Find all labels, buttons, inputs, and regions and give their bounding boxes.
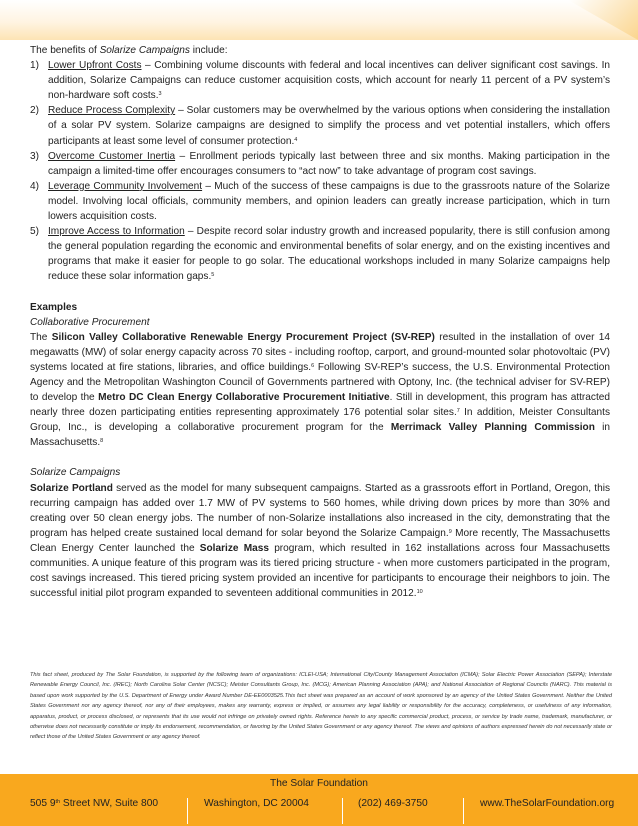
examples-heading: Examples [30, 301, 78, 313]
footnote-ref: 7 [456, 408, 460, 415]
collab-subheading: Collaborative Procurement [30, 316, 150, 328]
solarize-subheading: Solarize Campaigns [30, 467, 121, 479]
list-item: 4) Leverage Community Involvement – Much of the success of these campaigns is due to the grassroots nature of the Solarize model. Involving local officials, community members, and opinion leaders can greatly increase participation, which in turn lowers acquisition costs. [30, 180, 610, 223]
footer-org-name: The Solar Foundation [270, 778, 368, 789]
benefits-list [30, 58, 610, 284]
footnote-ref: 5 [211, 272, 215, 279]
fact-sheet-body [30, 43, 610, 601]
benefit-title: Leverage Community Involvement [48, 180, 203, 192]
spacer [30, 285, 610, 300]
header-gradient-band [0, 0, 638, 40]
footer-city: Washington, DC 20004 [204, 798, 309, 809]
benefit-title: Lower Upfront Costs [48, 60, 142, 72]
footer-phone: (202) 469-3750 [358, 798, 428, 809]
footer-divider [187, 798, 188, 824]
footnote-ref: 6 [311, 362, 315, 369]
collab-paragraph: The Silicon Valley Collaborative Renewable Energy Procurement Project (SV-REP) resulted in the installation of over 14 megawatts (MW) of solar energy capacity across 70 sites - including rooftop, carport, and ground-mounted solar photovoltaic (PV) systems located at fire stations, libraries, and office buildings.$^6$ Following SV-REP’s success, the U.S. Environmental Protection Agency and the Metropolitan Washington Council of Governments partnered with Optony, Inc. (the technical adviser for SV-REP) to develop the Metro DC Clean Energy Collaborative Procurement Initiative. Still in development, this program has attracted nearly three dozen participating entities representing approximately 176 potential solar sites.$^7$ In addition, Meister Consultants Group, Inc., is developing a collaborative procurement program for the Merrimack Valley Planning Commission in Massachusetts.$^8$ [30, 331, 611, 449]
benefit-title: Reduce Process Complexity [48, 105, 176, 117]
footnote-ref: 4 [294, 136, 298, 143]
footer-website-link[interactable]: www.TheSolarFoundation.org [480, 798, 615, 809]
list-item: 1) Lower Upfront Costs – Combining volume discounts with federal and local incentives can deliver significant cost savings. In addition, Solarize Campaigns can reduce customer acquisition costs, which account for nearly 11 percent of a PV system’s non-hardware soft costs.$^3$ [30, 60, 610, 102]
footer-divider [342, 798, 343, 824]
footer-address: 505 9th Street NW, Suite 800 [30, 798, 159, 809]
benefits-intro: The benefits of Solarize Campaigns include: [30, 45, 228, 56]
footer-bar [0, 774, 638, 826]
footnote-ref: 3 [158, 91, 162, 98]
list-item: 2) Reduce Process Complexity – Solar customers may be overwhelmed by the various options when considering the installation of a solar PV system. Solarize campaigns are designed to simplify the process and vet potential installers, which offers participants at least some level of consumer protection.$^4$ [30, 105, 610, 147]
spacer [30, 450, 610, 465]
disclaimer-footnote: This fact sheet, produced by The Solar Foundation, is supported by the following team of organizations: ICLEI-USA; International City/County Management Association (ICMA); Solar Electric Power Association (SEPA); Interstate Renewable Energy Council, Inc. (IREC); North Carolina Solar Center (NCSC); Meister Consultants Group, Inc. (MCG); American Planning Association (APA); and National Association of Regional Councils (NARC). This material is based upon work supported by the U.S. Department of Energy under Award Number DE-EE0003525.This fact sheet was prepared as an account of work sponsored by an agency of the United States Government. Neither the United States Government nor any agency thereof, nor any of their employees, makes any warranty, express or implied, or assumes any legal liability or responsibility for the accuracy, completeness, or usefulness of any information, apparatus, product, or process disclosed, or represents that its use would not infringe on privately owned rights. Reference herein to any specific commercial product, process, or service by trade name, trademark, manufacturer, or otherwise does not necessarily constitute or imply its endorsement, recommendation, or favoring by the United States Government or any agency thereof. The views and opinions of authors expressed herein do not necessarily state or reflect those of the United States Government or any agency thereof. [30, 672, 612, 741]
list-item: 5) Improve Access to Information – Despite record solar industry growth and increased popularity, there is still confusion among the general population regarding the economic and environmental benefits of solar energy, and on the existing incentives and programs that make it easier for people to go solar. The educational workshops included in many Solarize campaigns help reduce these solar information gaps.$^5$ [30, 226, 610, 283]
footnote-ref: 9 [448, 528, 452, 535]
benefit-title: Improve Access to Information [48, 226, 185, 238]
footnote-ref: 8 [100, 438, 104, 445]
solarize-paragraph: Solarize Portland served as the model for many subsequent campaigns. Started as a grassroots effort in Portland, Oregon, this recurring campaign has added over 1.7 MW of PV systems to 560 homes, while driving down prices by more than 30% and creating over 50 clean energy jobs. The number of non-Solarize installations also increased in the city, demonstrating that the program has helped create sustained local demand for solar beyond the Solarize Campaign.$^9$ More recently, The Massachusetts Clean Energy Center launched the Solarize Mass program, which resulted in 162 installations across four Massachusetts communities. A unique feature of this program was its tiered pricing structure - when more customers participated in the program, cost savings increased. This tiered pricing system provided an incentive for participants to encourage their neighbors to join. The successful initial pilot program expanded to seventeen additional communities in 2012.10 [30, 482, 610, 600]
footer-divider [463, 798, 464, 824]
list-item: 3) Overcome Customer Inertia – Enrollment periods typically last between three and six months. Making participation in the campaign a limited-time offer encourages consumers to “act now” to take advantage of program cost savings. [30, 150, 610, 177]
benefit-title: Overcome Customer Inertia [48, 150, 176, 162]
footnote-ref: 10 [416, 589, 423, 596]
